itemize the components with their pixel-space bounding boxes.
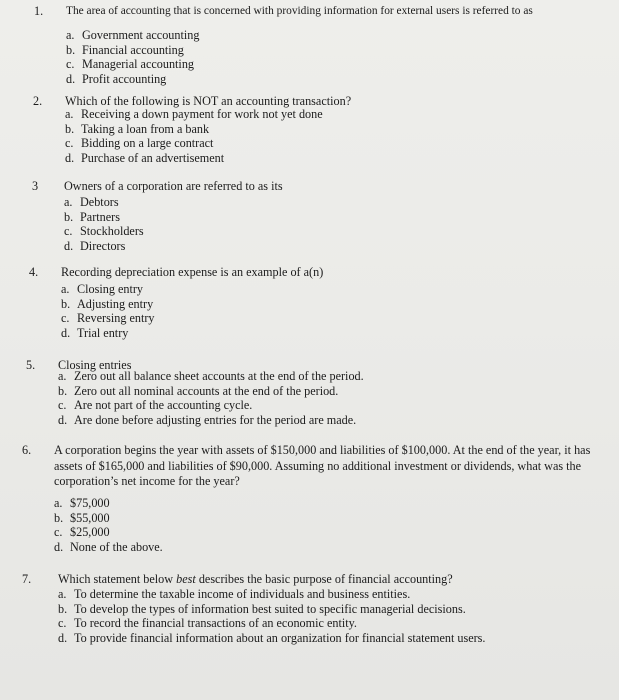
question-number: 7.	[22, 572, 32, 586]
option-a[interactable]: a. Debtors	[64, 195, 119, 209]
option-list	[54, 496, 163, 554]
option-list	[66, 28, 199, 86]
question-7	[22, 572, 612, 662]
question-number: 3	[32, 179, 39, 193]
emphasis-text: best	[176, 572, 196, 586]
option-b[interactable]: b. Taking a loan from a bank	[65, 121, 210, 136]
question-number: 2.	[33, 94, 43, 108]
option-c[interactable]: c. To record the financial transactions of an economic entity.	[58, 616, 357, 631]
option-b[interactable]: b. Adjusting entry	[61, 296, 154, 311]
option-d[interactable]: d. Directors	[64, 238, 126, 253]
option-list	[64, 195, 144, 253]
question-stem: Which of the following is NOT an accounting transaction?	[65, 94, 352, 108]
option-b[interactable]: b. $55,000	[54, 510, 110, 525]
option-d[interactable]: d. None of the above.	[54, 539, 163, 554]
option-a[interactable]: a. $75,000	[54, 496, 110, 510]
option-b[interactable]: b. To develop the types of information best suited to specific managerial decisions.	[58, 601, 466, 616]
option-d[interactable]: d. To provide financial information about an organization for financial statement users.	[58, 630, 486, 645]
option-list	[58, 369, 364, 427]
question-number: 5.	[26, 358, 36, 372]
option-c[interactable]: c. Bidding on a large contract	[65, 136, 214, 151]
question-stem: Recording depreciation expense is an example of a(n)	[61, 265, 324, 279]
option-c[interactable]: c. Are not part of the accounting cycle.	[58, 398, 253, 413]
option-b[interactable]: b. Partners	[64, 209, 120, 224]
option-a[interactable]: a. Government accounting	[66, 28, 200, 42]
option-list	[61, 282, 155, 340]
question-6	[22, 443, 602, 563]
option-b[interactable]: b. Financial accounting	[66, 42, 184, 57]
question-number: 4.	[29, 265, 39, 279]
question-stem: Owners of a corporation are referred to as its	[64, 179, 283, 193]
question-4	[29, 265, 589, 345]
option-list	[65, 107, 323, 165]
question-1	[34, 4, 594, 84]
question-number: 1.	[34, 4, 44, 18]
question-stem: A corporation begins the year with assets of $150,000 and liabilities of $100,000. At the end of the year, it has assets of $165,000 and liabilities of $90,000. Assuming no additional investment or dividends, what was the corporation’s net income for the year?	[54, 443, 591, 488]
option-d[interactable]: d. Trial entry	[61, 325, 129, 340]
option-a[interactable]: a. Closing entry	[61, 282, 144, 296]
question-stem: Closing entries	[58, 358, 132, 372]
option-d[interactable]: d. Profit accounting	[66, 71, 167, 86]
option-a[interactable]: a. Receiving a down payment for work not yet done	[65, 107, 323, 121]
option-d[interactable]: d. Purchase of an advertisement	[65, 150, 225, 165]
question-2	[33, 94, 593, 174]
option-list	[58, 587, 485, 645]
option-c[interactable]: c. Stockholders	[64, 224, 144, 239]
question-number: 6.	[22, 443, 32, 457]
option-a[interactable]: a. Zero out all balance sheet accounts at the end of the period.	[58, 369, 364, 383]
question-stem: The area of accounting that is concerned with providing information for external users is referred to as	[66, 5, 533, 17]
option-c[interactable]: c. Managerial accounting	[66, 57, 195, 72]
option-b[interactable]: b. Zero out all nominal accounts at the end of the period.	[58, 383, 339, 398]
question-5	[26, 358, 596, 438]
option-d[interactable]: d. Are done before adjusting entries for the period are made.	[58, 412, 357, 427]
question-3	[32, 179, 592, 259]
option-c[interactable]: c. $25,000	[54, 525, 110, 540]
option-a[interactable]: a. To determine the taxable income of individuals and business entities.	[58, 587, 411, 601]
option-c[interactable]: c. Reversing entry	[61, 311, 155, 326]
question-stem: Which statement below best describes the basic purpose of financial accounting?	[58, 572, 453, 586]
